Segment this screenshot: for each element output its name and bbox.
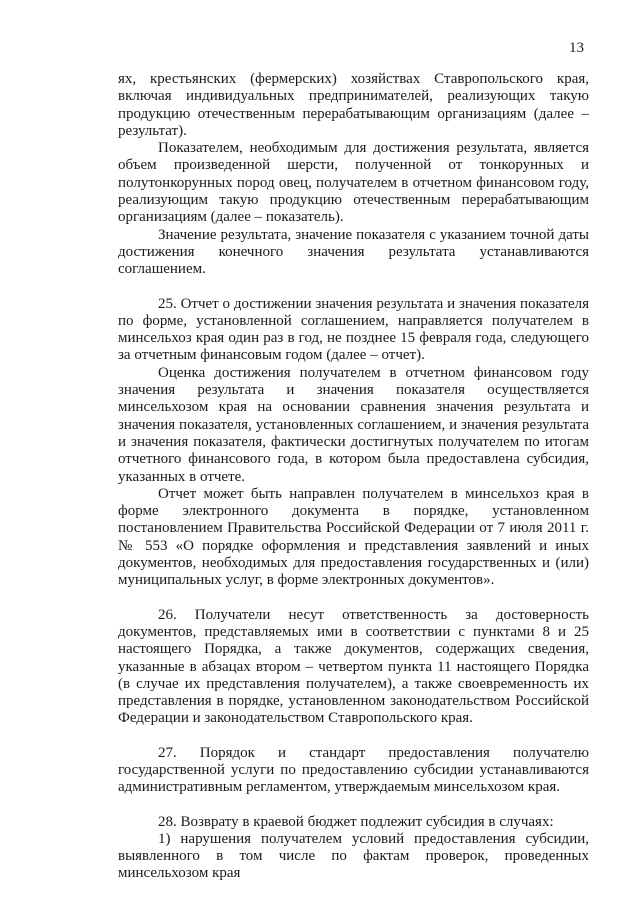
paragraph-item-25: 25. Отчет о достижении значения результата и значения показателя по форме, установленной соглашением, направляется получателем в минсельхоз края один раз в год, не позднее 15 февраля года, следующего за отчетным финансовым годом (далее – отчет). <box>118 295 589 364</box>
page-number: 13 <box>569 40 584 56</box>
paragraph-values-agreement: Значение результата, значение показателя с указанием точной даты достижения конечного значения результата устанавливаются соглашением. <box>118 226 589 278</box>
paragraph-result-definition: ях, крестьянских (фермерских) хозяйствах Ставропольского края, включая индивидуальных предпринимателей, реализующих такую продукцию отечественным перерабатывающим организациям (далее – результат). <box>118 71 589 139</box>
paragraph-item-27: 27. Порядок и стандарт предоставления получателю государственной услуги по предоставлению субсидии устанавливаются административным регламентом, утверждаемым минсельхозом края. <box>118 744 589 796</box>
document-body <box>118 71 589 883</box>
paragraph-electronic-report: Отчет может быть направлен получателем в минсельхоз края в форме электронного документа в порядке, установленном постановлением Правительства Российской Федерации от 7 июля 2011 г. № 553 «О порядке оформления и представления заявлений и иных документов, необходимых для предоставления государственных и (или) муниципальных услуг, в форме электронных документов». <box>118 485 589 589</box>
paragraph-item-28-sub-1: 1) нарушения получателем условий предоставления субсидии, выявленного в том числе по фактам проверок, проведенных минсельхозом края <box>118 830 589 882</box>
paragraph-evaluation: Оценка достижения получателем в отчетном финансовом году значения результата и значения показателя осуществляется минсельхозом края на основании сравнения значения результата и значения показателя, установленных соглашением, и значения результата и значения показателя, фактически достигнутых получателем по итогам отчетного финансового года, в котором была предоставлена субсидия, указанных в отчете. <box>118 364 589 485</box>
paragraph-item-26: 26. Получатели несут ответственность за достоверность документов, представляемых ими в соответствии с пунктами 8 и 25 настоящего Порядка, а также документов, содержащих сведения, указанные в абзацах втором – четвертом пункта 11 настоящего Порядка (в случае их представления получателем), а также своевременность их представления в порядке, установленном законодательством Российской Федерации и законодательством Ставропольского края. <box>118 606 589 727</box>
paragraph-item-28: 28. Возврату в краевой бюджет подлежит субсидия в случаях: <box>158 813 554 830</box>
paragraph-indicator-definition: Показателем, необходимым для достижения результата, является объем произведенной шерсти, полученной от тонкорунных и полутонкорунных пород овец, получателем в отчетном финансовом году, реализующим такую продукцию отечественным перерабатывающим организациям (далее – показатель). <box>118 140 589 226</box>
